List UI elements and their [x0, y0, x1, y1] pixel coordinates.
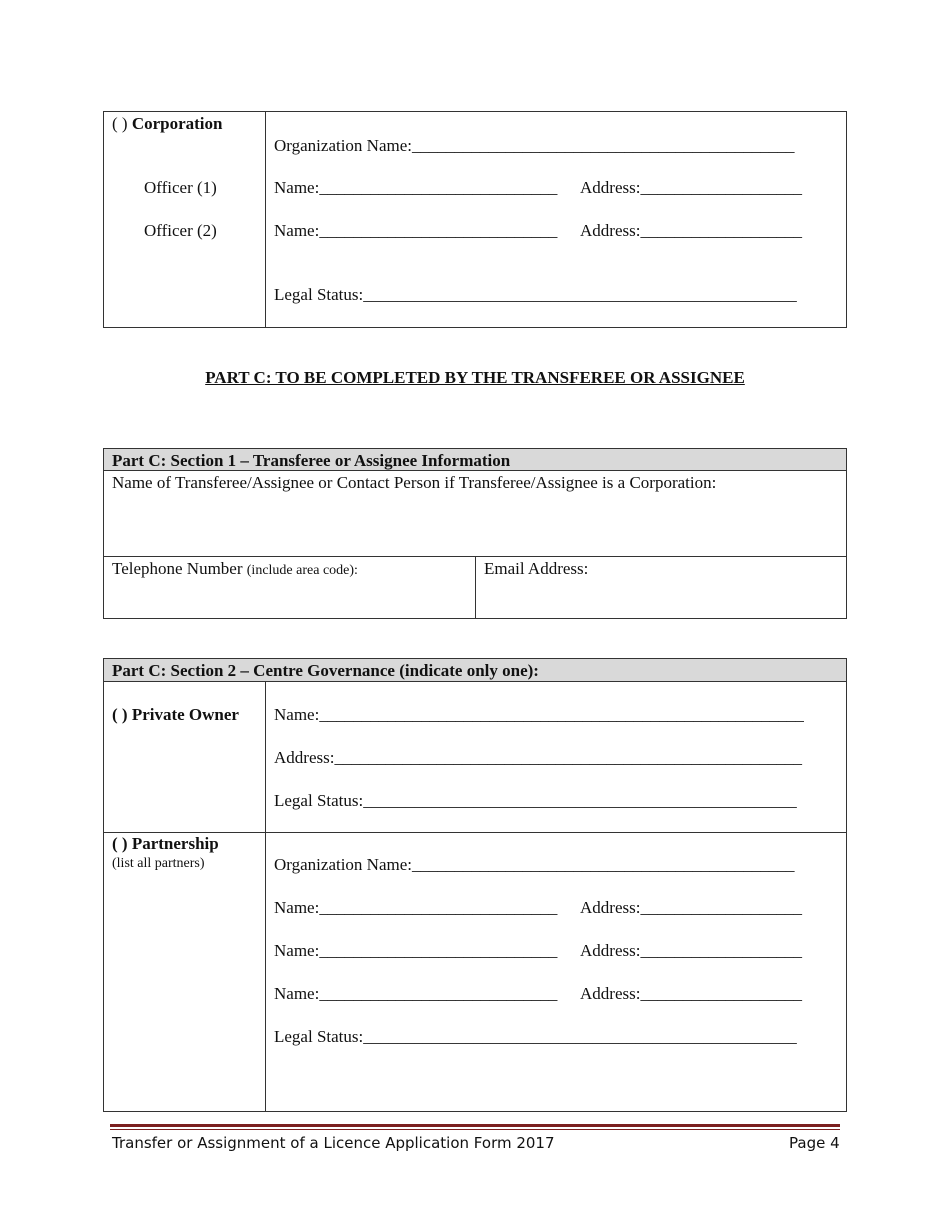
corporation-option[interactable] [112, 114, 223, 134]
officer-1-label: Officer (1) [144, 178, 217, 197]
section2-row-rule [103, 832, 847, 833]
officer-2-label: Officer (2) [144, 221, 217, 240]
partnership-option[interactable]: ( ) Partnership [112, 834, 219, 853]
section1-title: Part C: Section 1 – Transferee or Assignee Information [112, 451, 511, 470]
private-owner-legal-status-field[interactable]: Legal Status:___________________________________________________ [274, 791, 797, 810]
corporation-legal-status-field[interactable]: Legal Status:___________________________________________________ [274, 285, 797, 304]
partner2-name-field[interactable]: Name:____________________________ [274, 941, 558, 960]
partnership-org-name-field[interactable]: Organization Name:_____________________________________________ [274, 855, 795, 874]
footer-rule-thin [110, 1129, 840, 1130]
partner2-address-field[interactable]: Address:___________________ [580, 941, 802, 960]
section1-col-divider [475, 556, 476, 619]
partner3-address-field[interactable]: Address:___________________ [580, 984, 802, 1003]
corporation-officer2-name-field[interactable]: Name:____________________________ [274, 221, 558, 240]
footer-page-number: Page 4 [789, 1134, 840, 1152]
private-owner-address-field[interactable]: Address:_______________________________________________________ [274, 748, 802, 767]
corporation-org-name-field[interactable]: Organization Name:_____________________________________________ [274, 136, 795, 155]
footer-rule-thick [110, 1124, 840, 1127]
private-owner-name-field[interactable]: Name:_________________________________________________________ [274, 705, 804, 724]
corporation-option-label: ( ) Corporation [112, 114, 223, 133]
section2-title: Part C: Section 2 – Centre Governance (indicate only one): [112, 661, 539, 680]
corporation-officer2-address-field[interactable]: Address:___________________ [580, 221, 802, 240]
transferee-name-field[interactable]: Name of Transferee/Assignee or Contact Person if Transferee/Assignee is a Corporation: [112, 473, 717, 492]
partner1-address-field[interactable]: Address:___________________ [580, 898, 802, 917]
telephone-label: Telephone Number [112, 559, 243, 578]
telephone-field[interactable] [112, 559, 358, 581]
partnership-legal-status-field[interactable]: Legal Status:___________________________________________________ [274, 1027, 797, 1046]
corporation-officer1-address-field[interactable]: Address:___________________ [580, 178, 802, 197]
partnership-note: (list all partners) [112, 856, 205, 871]
part-c-heading: PART C: TO BE COMPLETED BY THE TRANSFEREE OR ASSIGNEE [205, 368, 745, 387]
email-field[interactable]: Email Address: [484, 559, 589, 578]
section2-header-rule [103, 681, 847, 682]
corporation-officer1-name-field[interactable]: Name:____________________________ [274, 178, 558, 197]
partner1-name-field[interactable]: Name:____________________________ [274, 898, 558, 917]
private-owner-option[interactable]: ( ) Private Owner [112, 705, 239, 724]
telephone-note: (include area code): [246, 563, 358, 578]
footer-form-title: Transfer or Assignment of a Licence Application Form 2017 [112, 1134, 555, 1152]
partner3-name-field[interactable]: Name:____________________________ [274, 984, 558, 1003]
section2-col-divider [265, 681, 266, 1112]
corporation-divider [265, 111, 266, 328]
